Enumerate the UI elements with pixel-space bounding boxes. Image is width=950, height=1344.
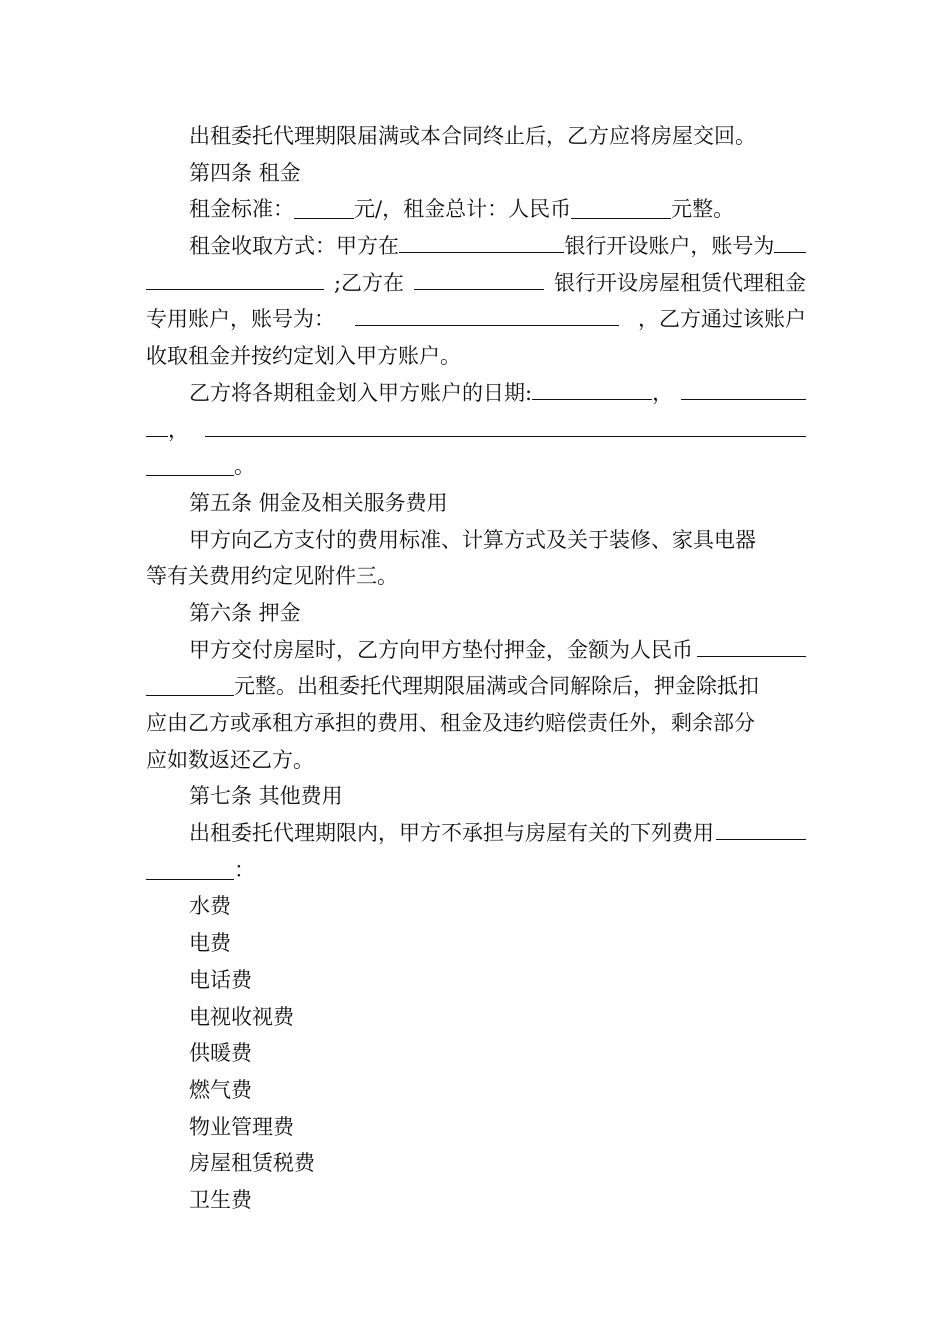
rent-method-line-3 [146,301,806,338]
rent-dates-comma-1: ， [652,380,674,405]
article-6-line-1 [146,632,806,669]
rent-date-blank-2-end [146,412,168,437]
rent-dates-label: 乙方将各期租金划入甲方账户的日期: [189,380,533,405]
rent-total-suffix: 元整。 [671,197,735,222]
fee-item-property-management: 物业管理费 [189,1114,294,1139]
party-a-bank-blank [399,228,564,253]
rent-standard-label: 租金标准： [189,197,294,222]
article-7-title: 第七条 其他费用 [189,784,343,809]
other-fees-blank-start [716,815,806,840]
fee-item-heating: 供暖费 [189,1041,252,1066]
article-7-line-2 [146,852,806,889]
rent-amount-blank [294,194,354,219]
party-b-account-blank [355,301,619,326]
article-5-title: 第五条 佣金及相关服务费用 [189,490,448,515]
party-a-account-label: 银行开设账户，账号为 [564,234,775,259]
deposit-label: 甲方交付房屋时，乙方向甲方垫付押金，金额为人民币 [189,637,693,662]
rent-date-blank-1 [532,375,652,400]
rent-method-line-4: 收取租金并按约定划入甲方账户。 [146,344,461,369]
paragraph-return-house: 出租委托代理期限届满或本合同终止后，乙方应将房屋交回。 [189,124,756,148]
party-b-account-desc: 银行开设房屋租赁代理租金 [553,270,806,295]
article-6-line-4: 应如数返还乙方。 [146,747,314,772]
fee-item-water: 水费 [189,894,231,919]
article-6-title: 第六条 押金 [189,600,301,625]
article-6-line-2 [146,668,806,705]
rent-date-blank-3-end [146,451,234,476]
rent-total-blank [571,194,671,219]
fee-item-rental-tax: 房屋租赁税费 [189,1151,315,1176]
deposit-amount-blank-end [146,671,234,696]
rent-dates-line-1 [146,375,806,412]
article-5-line-2: 等有关费用约定见附件三。 [146,564,398,589]
other-fees-label: 出租委托代理期限内，甲方不承担与房屋有关的下列费用 [189,821,714,846]
article-5-text-1: 甲方向乙方支付的费用标准、计算方式及关于装修、家具电器 [189,527,756,552]
article-4-title: 第四条 租金 [189,160,301,185]
article-6-line-3: 应由乙方或承租方承担的费用、租金及违约赔偿责任外，剩余部分 [146,711,755,735]
fee-item-phone: 电话费 [189,967,252,992]
rent-total-label: 元/，租金总计：人民币 [354,197,572,222]
party-b-label: ;乙方在 [333,270,405,295]
party-b-bank-blank [414,265,544,290]
rent-method-line-1 [146,228,806,265]
fee-item-tv: 电视收视费 [189,1004,294,1029]
fee-list [146,888,806,1218]
fee-item-sanitation: 卫生费 [189,1187,252,1212]
deposit-amount-blank-start [697,632,806,657]
rent-dates-line-3 [146,448,806,485]
other-fees-colon: ： [234,857,255,882]
fee-item-electricity: 电费 [189,931,231,956]
rent-dates-period: 。 [234,454,255,479]
rent-standard-line [146,191,806,228]
party-a-account-blank-start [774,228,806,253]
article-7-line-1 [146,815,806,852]
rent-dates-line-2 [146,412,806,449]
special-account-label: 专用账户，账号为： [146,307,335,332]
fee-item-gas: 燃气费 [189,1077,252,1102]
party-a-account-blank-end [146,265,324,290]
article-5-line-1 [146,522,806,559]
contract-page [146,118,806,1219]
special-account-suffix: ，乙方通过该账户 [638,307,806,332]
rent-dates-comma-2: ， [168,417,189,442]
other-fees-blank-end [146,855,234,880]
rent-method-label: 租金收取方式：甲方在 [189,234,399,259]
deposit-text-2: 元整。出租委托代理期限届满或合同解除后，押金除抵扣 [234,674,759,699]
rent-method-line-2 [146,265,806,302]
rent-date-blank-3-start [205,412,806,437]
rent-date-blank-2-start [681,375,806,400]
